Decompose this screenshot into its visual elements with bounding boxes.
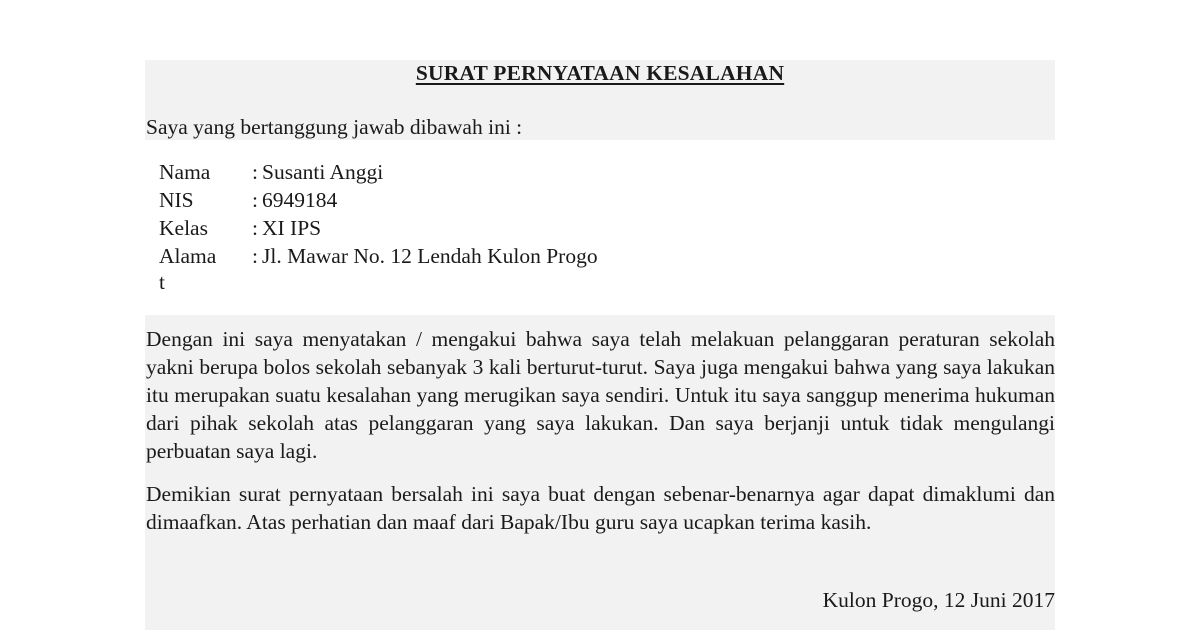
letter-title: SURAT PERNYATAAN KESALAHAN (415, 61, 785, 85)
field-label: NIS (159, 188, 194, 212)
statement-paragraph: Dengan ini saya menyatakan / mengakui bahwa saya telah melakuan pelanggaran peraturan sekolah yakni berupa bolos sekolah sebanyak 3 kali berturut-turut. Saya juga mengakui bahwa yang saya lakukan itu merupakan suatu kesalahan yang merugikan saya sendiri. Untuk itu saya sanggup menerima hukuman dari pihak sekolah atas pelanggaran yang saya lakukan. Dan saya berjanji untuk tidak mengulangi perbuatan saya lagi. (146, 327, 1055, 463)
field-row-alamat (159, 243, 598, 294)
place-and-date: Kulon Progo, 12 Juni 2017 (822, 588, 1055, 612)
intro-text: Saya yang bertanggung jawab dibawah ini : (146, 115, 523, 139)
field-row-nama (159, 159, 598, 187)
field-row-nis (159, 187, 598, 215)
field-label: Kelas (159, 216, 208, 240)
field-value: XI IPS (262, 216, 322, 240)
field-colon: : (252, 216, 258, 240)
closing-paragraph: Demikian surat pernyataan bersalah ini saya buat dengan sebenar-benarnya agar dapat dimaklumi dan dimaafkan. Atas perhatian dan maaf dari Bapak/Ibu guru saya ucapkan terima kasih. (146, 482, 1055, 534)
field-value: 6949184 (262, 188, 338, 212)
field-label: Nama (159, 160, 211, 184)
field-label: Alama t (159, 244, 217, 294)
field-value: Susanti Anggi (262, 160, 384, 184)
identity-fields (159, 159, 598, 294)
field-row-kelas (159, 215, 598, 243)
field-colon: : (252, 160, 258, 184)
field-colon: : (252, 188, 258, 212)
field-colon: : (252, 244, 258, 268)
field-value: Jl. Mawar No. 12 Lendah Kulon Progo (262, 244, 598, 268)
